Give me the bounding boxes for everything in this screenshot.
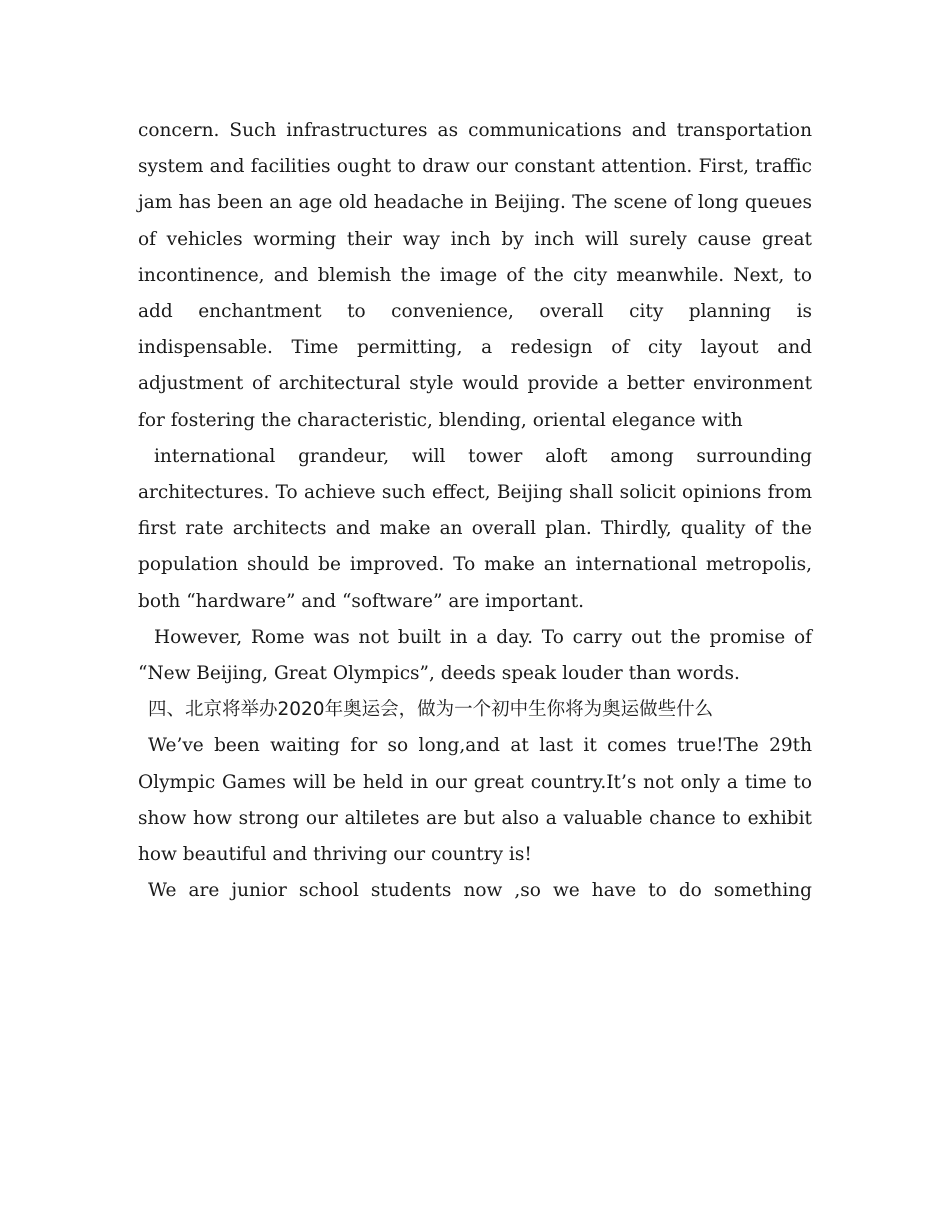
paragraph-conclusion: However, Rome was not built in a day. To carry out the promise of “New Beijing, Great Olympics”, deeds speak louder than words.	[138, 626, 812, 685]
document-body	[138, 113, 812, 909]
paragraph-infrastructure: concern. Such infrastructures as communications and transportation system and facilities ought to draw our constant attention. First, traffic jam has been an age old headache in Beijing. The scene of long queues of vehicles worming their way inch by inch will surely cause great incontinence, and blemish the image of the city meanwhile. Next, to add enchantment to convenience, overall city planning is indispensable. Time permitting, a redesign of city layout and adjustment of architectural style would provide a better environment for fostering the characteristic, blending, oriental elegance with	[138, 120, 812, 431]
section-heading: 四、北京将举办2020年奥运会，做为一个初中生你将为奥运做些什么	[148, 699, 714, 721]
paragraph-olympics-intro: We’ve been waiting for so long,and at last it comes true!The 29th Olympic Games will be held in our great country.It’s not only a time to show how strong our altiletes are but also a valuable chance to exhibit how beautiful and thriving our country is!	[138, 735, 812, 866]
paragraph-students: We are junior school students now ,so we have to do something	[148, 880, 812, 902]
paragraph-architecture: international grandeur, will tower aloft among surrounding architectures. To achieve such effect, Beijing shall solicit opinions from first rate architects and make an overall plan. Thirdly, quality of the population should be improved. To make an international metropolis, both “hardware” and “software” are important.	[138, 445, 812, 612]
